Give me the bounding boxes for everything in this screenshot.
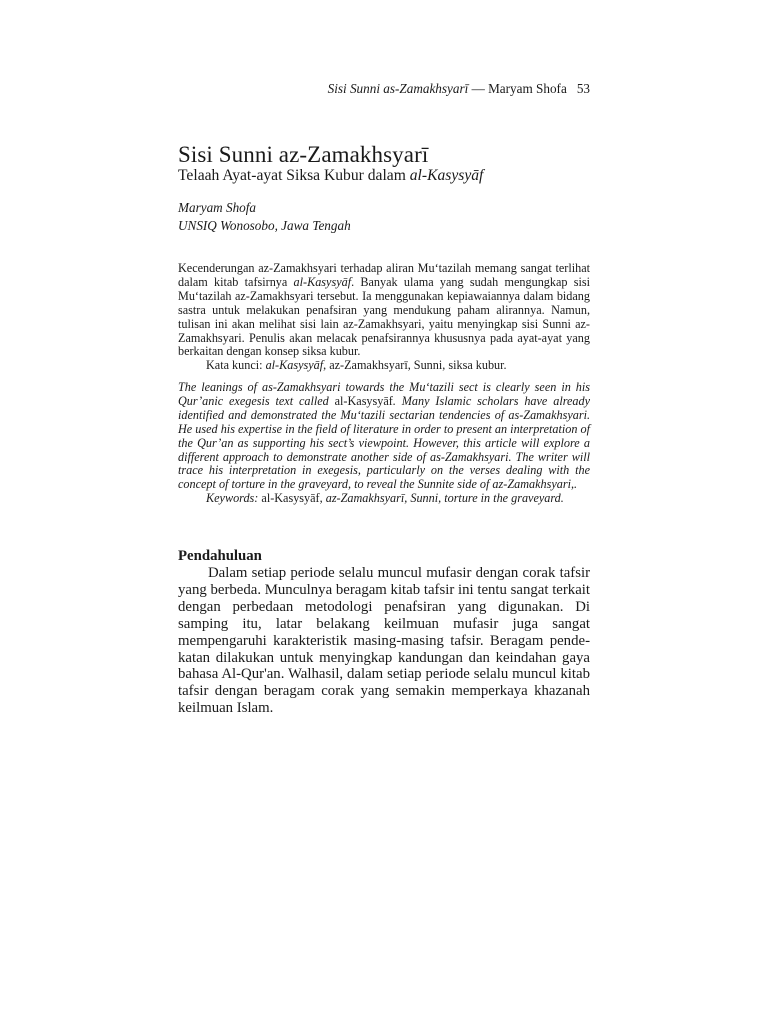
abstract-id-text: [178, 262, 590, 359]
running-header: [328, 81, 590, 97]
running-title: Sisi Sunni as-Zamakhsyarī: [327, 81, 469, 96]
abstract-en-text: [178, 381, 590, 492]
keyword-book-id: al-Kasysyāf: [265, 358, 324, 373]
keywords-rest-en: , az-Zamakhsyarī, Sunni, torture in the graveyard.: [319, 491, 564, 506]
running-separator: —: [468, 81, 489, 96]
abstract-id-text-1: Kecenderungan az-Zamakhsyari terhadap aliran Mu‘tazilah memang sangat terlihat dalam kitab tafsirnya: [178, 261, 590, 289]
page-number: 53: [576, 81, 590, 96]
abstract-english: [178, 381, 590, 506]
article-subtitle: [178, 167, 483, 185]
running-author: Maryam Shofa: [488, 81, 567, 96]
article-title: Sisi Sunni az-Zamakhsyarī: [178, 142, 429, 167]
section-body: Dalam setiap periode selalu muncul mufasir dengan corak tafsir yang berbeda. Munculnya beragam kitab tafsir ini tentu sangat terkait dengan perbedaan metodologi penafsiran yang digunakan. Di samping itu, latar belakang keilmuan mufasir juga sangat mempengaruhi karakteristik masing-masing tafsir. Beragam pendekatan dilakukan untuk menyingkap kandungan dan keindahan gaya bahasa Al-Qur'an. Walhasil, dalam setiap periode selalu muncul kitab tafsir dengan beragam corak yang semakin memperkaya khazanah keilmuan Islam.: [178, 565, 590, 717]
abstract-indonesian: [178, 262, 590, 373]
abstract-en-text-1: The leanings of as-Zamakhsyari towards the Mu‘tazili sect is clearly seen in his Qur’anic exegesis text called: [178, 380, 590, 408]
abstract-en-keywords: [178, 492, 590, 506]
keyword-book-en: al-Kasysyāf: [261, 491, 320, 506]
keywords-label-id: Kata kunci:: [206, 358, 266, 373]
author-affiliation: UNSIQ Wonosobo, Jawa Tengah: [178, 218, 351, 233]
section-introduction: [178, 547, 590, 717]
section-heading: Pendahuluan: [178, 548, 262, 564]
abstract-en-book: al-Kasysyāf: [334, 393, 393, 408]
subtitle-book: al-Kasysyāf: [409, 167, 484, 184]
abstract-id-book: al-Kasysyāf: [293, 274, 352, 289]
keywords-rest-id: , az-Zamakhsyarī, Sunni, siksa kubur.: [323, 358, 507, 373]
abstract-id-keywords: [178, 359, 590, 373]
subtitle-text: Telaah Ayat-ayat Siksa Kubur dalam: [178, 167, 410, 184]
author-name: Maryam Shofa: [178, 200, 257, 215]
keywords-label-en: Keywords:: [206, 491, 262, 506]
abstract-en-text-2: . Many Islamic scholars have already identified and demonstrated the Mu‘tazili sectarian tendencies of as-Zamakhsyari. He used his expertise in the field of literature in order to present an interpretation of the Qur’an as supporting his sect’s viewpoint. However, this article will explore a different approach to demonstrate another side of as-Zamakhsyari. The writer will trace his interpretation in exegesis, particularly on the verses dealing with the concept of torture in the graveyard, to reveal the Sunnite side of az-Zamakhsyari,.: [178, 393, 590, 492]
abstract-id-text-2: . Banyak ulama yang sudah mengungkap sisi Mu‘tazilah az-Zamakhsyari tersebut. Ia menggunakan kepiawaiannya dalam bidang sastra untuk melakukan penafsiran yang mendukung paham alirannya. Namun, tulisan ini akan melihat sisi lain az-Zamakhsyari, yaitu menyingkap sisi Sunni az-Zamakhsyari. Penulis akan melacak penafsirannya khususnya pada ayat-ayat yang berkaitan dengan konsep siksa kubur.: [178, 274, 590, 359]
author-block: [178, 199, 351, 235]
